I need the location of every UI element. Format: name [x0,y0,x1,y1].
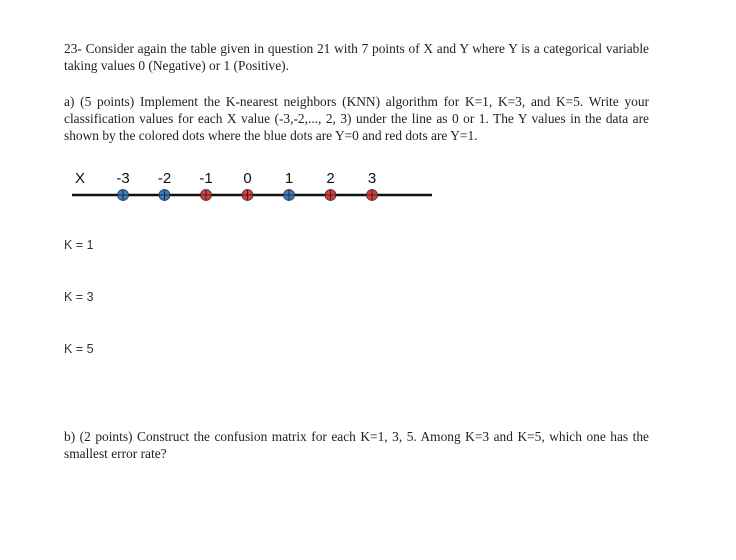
question-intro: 23- Consider again the table given in question 21 with 7 points of X and Y where Y is a categorical variable taking values 0 (Negative) or 1 (Positive). [64,41,649,73]
k1-label: K = 1 [64,238,94,252]
red-point [242,190,253,201]
blue-point [284,190,295,201]
question-part-b: b) (2 points) Construct the confusion matrix for each K=1, 3, 5. Among K=3 and K=5, which one has the smallest error rate? [64,429,649,461]
question-part-a: a) (5 points) Implement the K-nearest neighbors (KNN) algorithm for K=1, K=3, and K=5. Write your classification values for each X value (-3,-2,..., 2, 3) under the line as 0 or 1. The Y values in the data are shown by the colored dots where the blue dots are Y=0 and red dots are Y=1. [64,94,649,143]
tick-label: -3 [116,170,130,187]
blue-point [118,190,129,201]
k3-label: K = 3 [64,290,94,304]
red-point [201,190,212,201]
k5-label: K = 5 [64,342,94,356]
tick-label: 0 [243,170,252,187]
tick-label: 3 [367,170,377,187]
tick-label: -1 [199,170,213,187]
tick-label: 2 [326,170,335,187]
blue-point [159,190,170,201]
red-point [367,190,378,201]
axis-variable-label: X [74,170,86,187]
tick-label: -2 [157,170,172,187]
tick-label: 1 [284,170,294,187]
red-point [325,190,336,201]
tick-labels [116,170,376,187]
